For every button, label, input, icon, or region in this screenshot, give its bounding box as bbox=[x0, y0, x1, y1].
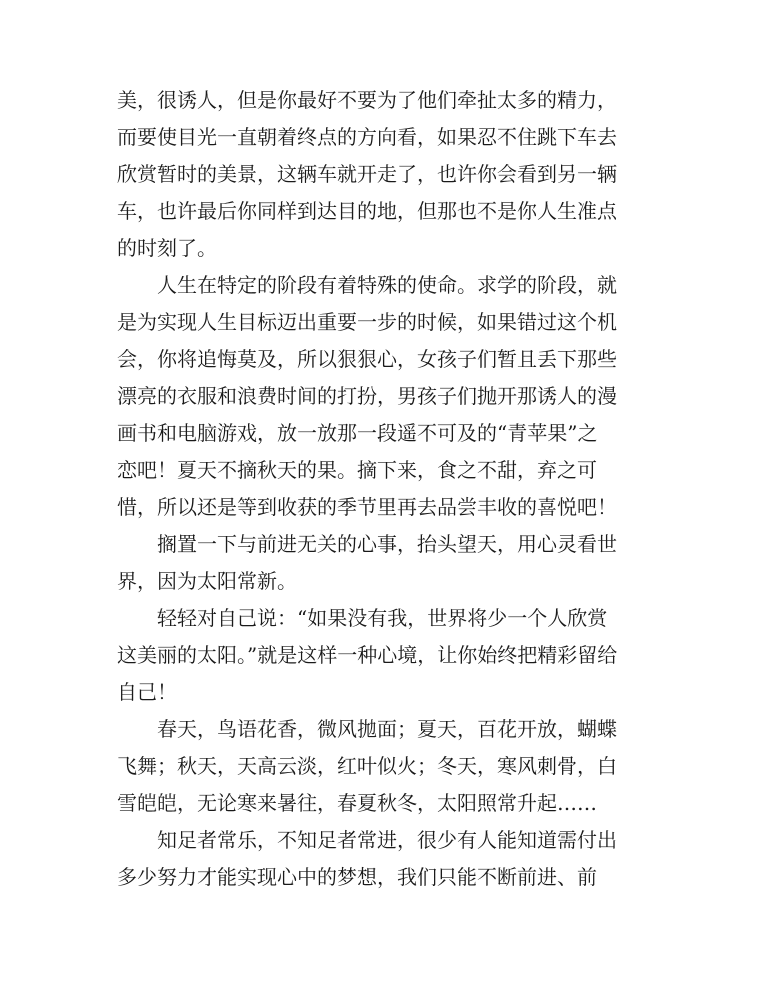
text-line: 美，很诱人，但是你最好不要为了他们牵扯太多的精力， bbox=[117, 88, 617, 112]
text-line: 春天，鸟语花香，微风拋面；夏天，百花开放，蝴蝶 bbox=[157, 717, 617, 741]
text-line: 的时刻了。 bbox=[117, 236, 217, 260]
paragraph bbox=[117, 526, 657, 600]
paragraph bbox=[117, 600, 657, 711]
text-line: 画书和电脑游戏，放一放那一段遥不可及的“青苹果”之 bbox=[117, 421, 598, 445]
text-line: 飞舞；秋天，天高云淡，红叶似火；冬天，寒风刺骨，白 bbox=[117, 754, 617, 778]
text-line: 自己！ bbox=[117, 680, 177, 704]
paragraph bbox=[117, 267, 657, 526]
text-line: 雪皑皑，无论寒来暑往，春夏秋冬，太阳照常升起…… bbox=[117, 791, 597, 815]
text-line: 这美丽的太阳。”就是这样一种心境，让你始终把精彩留给 bbox=[117, 643, 618, 667]
text-line: 会，你将追悔莫及，所以狠狠心，女孩子们暂且丢下那些 bbox=[117, 347, 617, 371]
paragraph bbox=[117, 822, 657, 896]
text-line: 是为实现人生目标迈出重要一步的时候，如果错过这个机 bbox=[117, 310, 617, 334]
text-line: 界，因为太阳常新。 bbox=[117, 569, 297, 593]
text-line: 多少努力才能实现心中的梦想，我们只能不断前进、前 bbox=[117, 865, 597, 889]
text-line: 恋吧！夏天不摘秋天的果。摘下来，食之不甜，弃之可 bbox=[117, 458, 597, 482]
text-line: 人生在特定的阶段有着特殊的使命。求学的阶段，就 bbox=[157, 273, 617, 297]
text-line: 惜，所以还是等到收获的季节里再去品尝丰收的喜悦吧！ bbox=[117, 495, 617, 519]
text-line: 车，也许最后你同样到达目的地，但那也不是你人生准点 bbox=[117, 199, 617, 223]
text-line: 漂亮的衣服和浪费时间的打扮，男孩子们抛开那诱人的漫 bbox=[117, 384, 617, 408]
text-line: 搁置一下与前进无关的心事，抬头望天，用心灵看世 bbox=[157, 532, 617, 556]
text-line: 知足者常乐，不知足者常进，很少有人能知道需付出 bbox=[157, 828, 617, 852]
text-line: 轻轻对自己说：“如果没有我，世界将少一个人欣赏 bbox=[157, 606, 608, 630]
text-line: 欣赏暂时的美景，这辆车就开走了，也许你会看到另一辆 bbox=[117, 162, 617, 186]
body-text bbox=[117, 82, 657, 896]
paragraph bbox=[117, 82, 657, 267]
paragraph bbox=[117, 711, 657, 822]
text-line: 而要使目光一直朝着终点的方向看，如果忍不住跳下车去 bbox=[117, 125, 617, 149]
